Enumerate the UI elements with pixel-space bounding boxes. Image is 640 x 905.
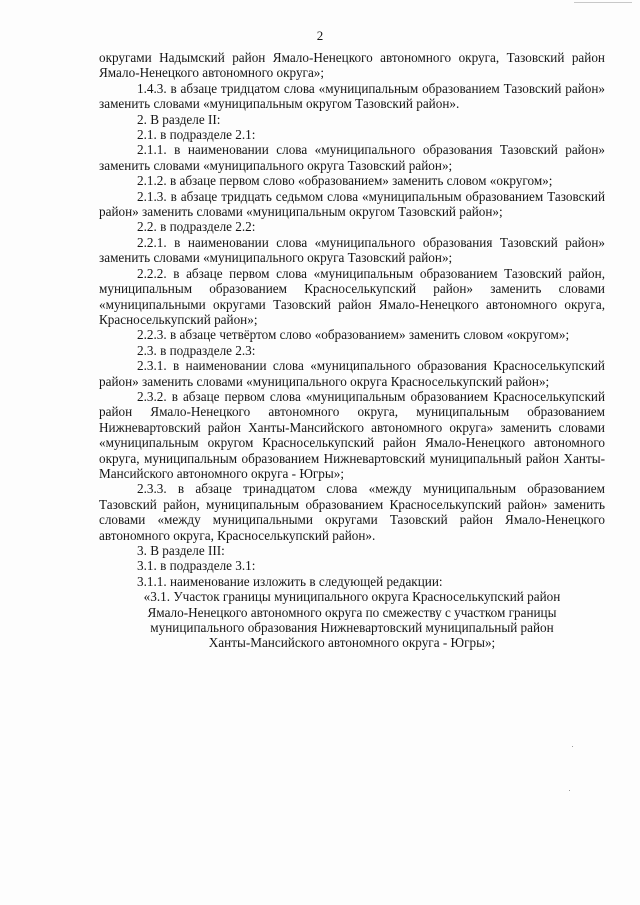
section-3-heading: 3. В разделе III: [137, 543, 225, 558]
paragraph-2-1-2: 2.1.2. в абзаце первом слово «образованием» заменить словом «округом»; [137, 173, 553, 189]
scan-edge-mark [574, 2, 632, 3]
quoted-heading-line: «3.1. Участок границы муниципального округа Красноселькупский район [143, 589, 561, 605]
quoted-heading-line: Ханты-Мансийского автономного округа - Югры»; [208, 635, 496, 651]
quoted-heading-line: муниципального образования Нижневартовский муниципальный район [150, 620, 554, 636]
paragraph-2-1-1: 2.1.1. в наименовании слова «муниципального образования Тазовский район» заменить словами «муниципального округа Тазовский район»; [99, 142, 605, 173]
paragraph-2-3-1: 2.3.1. в наименовании слова «муниципального образования Красноселькупский район» заменить словами «муниципального округа Красноселькупский район»; [99, 358, 605, 389]
paragraph-3-1-1: 3.1.1. наименование изложить в следующей редакции: [137, 573, 443, 589]
paragraph-2-2-3: 2.2.3. в абзаце четвёртом слово «образованием» заменить словом «округом»; [137, 327, 570, 343]
paragraph-2-2-2: 2.2.2. в абзаце первом слова «муниципальным образованием Тазовский район, муниципальным образованием Красноселькупский район» заменить словами «муниципальными округами Тазовский район Ямало-Ненецкого автономного округа, Красноселькупский район»; [99, 265, 605, 327]
section-2-heading: 2. В разделе II: [137, 111, 221, 127]
paragraph-1-4-3: 1.4.3. в абзаце тридцатом слова «муниципальным образованием Тазовский район» заменить словами «муниципальным округом Тазовский район». [99, 80, 605, 112]
subsection-3-1: 3.1. в подразделе 3.1: [137, 558, 256, 574]
document-body [99, 50, 605, 651]
quoted-heading [99, 589, 605, 651]
page-number: 2 [316, 28, 324, 43]
paragraph-2-3-3: 2.3.3. в абзаце тринадцатом слова «между муниципальным образованием Тазовский район, муниципальным образованием Красноселькупский район» заменить словами «между муниципальными округами Тазовский район Ямало-Ненецкого автономного округа, Красноселькупский район». [99, 481, 605, 543]
paragraph-2-3-2: 2.3.2. в абзаце первом слова «муниципальным образованием Красноселькупский район Ямало-Ненецкого автономного округа, муниципальным образованием Нижневартовский район Ханты-Мансийского автономного округа» заменить словами «муниципальным округом Красноселькупский район Ямало-Ненецкого автономного округа, муниципальным образованием Нижневартовский муниципальный район Ханты-Мансийского автономного округа - Югры»; [99, 388, 605, 481]
scan-speck [572, 746, 573, 747]
paragraph-2-1-3: 2.1.3. в абзаце тридцать седьмом слова «муниципальным образованием Тазовский район» заменить словами «муниципальным округом Тазовский район»; [99, 188, 605, 220]
subsection-2-1: 2.1. в подразделе 2.1: [137, 127, 256, 143]
quoted-heading-line: Ямало-Ненецкого автономного округа по смежеству с участком границы [147, 604, 557, 620]
subsection-2-3: 2.3. в подразделе 2.3: [137, 342, 256, 358]
paragraph-continuation: округами Надымский район Ямало-Ненецкого автономного округа, Тазовский район Ямало-Ненецкого автономного округа»; [99, 50, 605, 81]
subsection-2-2: 2.2. в подразделе 2.2: [137, 219, 256, 235]
paragraph-2-2-1: 2.2.1. в наименовании слова «муниципального образования Тазовский район» заменить словами «муниципального округа Тазовский район»; [99, 234, 605, 266]
scan-speck [569, 790, 570, 791]
